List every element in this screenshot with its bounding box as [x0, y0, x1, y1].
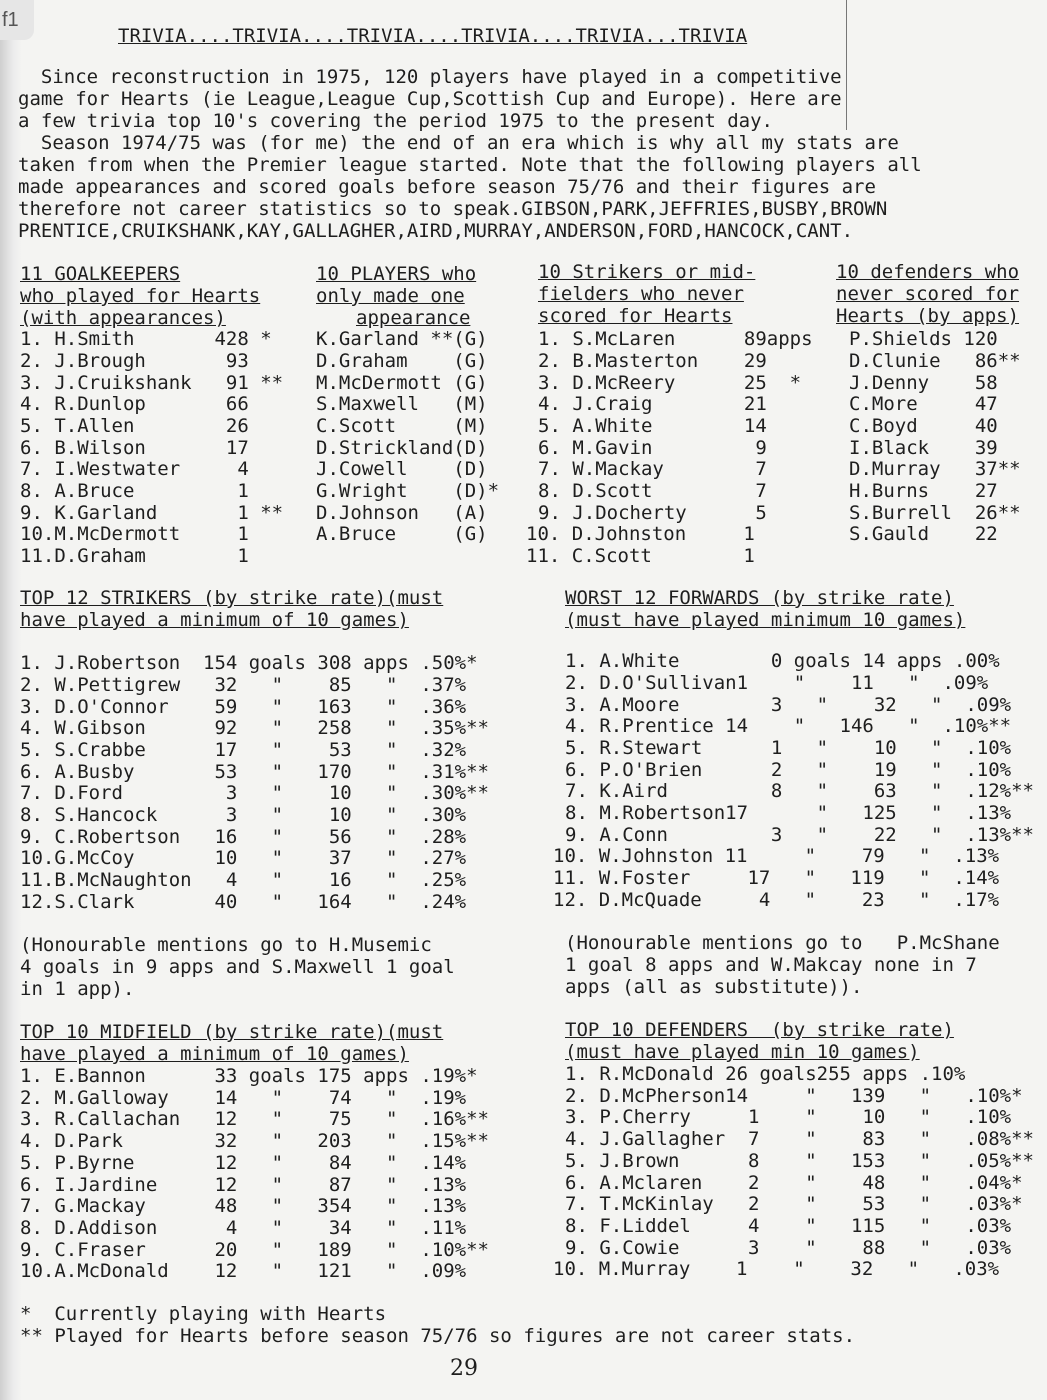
table-row: 8. F.Liddel 4 " 115 " .03%: [565, 1215, 1012, 1237]
list-item: P.Shields 120: [849, 328, 998, 350]
list-item: 8. A.Bruce 1: [20, 480, 249, 502]
table-row: 6. A.Busby 53 " 170 " .31%**: [20, 761, 489, 783]
table-row: 7. K.Aird 8 " 63 " .12%**: [565, 780, 1034, 802]
table-row: 12. D.McQuade 4 " 23 " .17%: [553, 889, 1000, 911]
table-row: 6. I.Jardine 12 " 87 " .13%: [20, 1174, 467, 1196]
table-row: 8. M.Robertson17 " 125 " .13%: [565, 802, 1012, 824]
table-row: 3. D.O'Connor 59 " 163 " .36%: [20, 696, 467, 718]
table-row: 10. W.Johnston 11 " 79 " .13%: [553, 845, 1000, 867]
list-item: C.More 47: [849, 393, 998, 415]
list-item: 1. S.McLaren 89apps: [538, 328, 813, 350]
table-row: 4. R.Prentice 14 " 146 " .10%**: [565, 715, 1012, 737]
table-row: 12.S.Clark 40 " 164 " .24%: [20, 891, 467, 913]
list-item: 8. D.Scott 7: [538, 480, 767, 502]
intro-line: a few trivia top 10's covering the period 1975 to the present day.: [18, 110, 773, 132]
intro-line: Since reconstruction in 1975, 120 players have played in a competitive: [18, 66, 842, 88]
table-row: 7. D.Ford 3 " 10 " .30%**: [20, 782, 489, 804]
intro-line: Season 1974/75 was (for me) the end of an era which is why all my stats are: [18, 132, 899, 154]
table-row: 5. S.Crabbe 17 " 53 " .32%: [20, 739, 467, 761]
list-item: 10. D.Johnston 1: [526, 523, 755, 545]
intro-line: therefore not career statistics so to speak.GIBSON,PARK,JEFFRIES,BUSBY,BROWN: [18, 198, 888, 220]
mention-line: 1 goal 8 apps and W.Makcay none in 7: [565, 954, 977, 976]
list-item: 9. J.Docherty 5: [538, 502, 767, 524]
table-row: 8. D.Addison 4 " 34 " .11%: [20, 1217, 467, 1239]
footnote: * Currently playing with Hearts: [20, 1303, 387, 1325]
top-strikers-heading: TOP 12 STRIKERS (by strike rate)(must: [20, 587, 444, 609]
list-item: 10.M.McDermott 1: [20, 523, 249, 545]
table-row: 2. W.Pettigrew 32 " 85 " .37%: [20, 674, 467, 696]
intro-line: game for Hearts (ie League,League Cup,Scottish Cup and Europe). Here are: [18, 88, 842, 110]
never-scored-heading: scored for Hearts: [538, 305, 733, 327]
table-row: 3. A.Moore 3 " 32 " .09%: [565, 694, 1012, 716]
list-item: 6. M.Gavin 9: [538, 437, 767, 459]
table-row: 2. D.O'Sullivan1 " 11 " .09%: [565, 672, 989, 694]
list-item: C.Scott (M): [316, 415, 488, 437]
list-item: K.Garland **(G): [316, 328, 488, 350]
one-appearance-heading: 10 PLAYERS who: [316, 263, 477, 285]
list-item: 3. J.Cruikshank 91 **: [20, 372, 284, 394]
list-item: 1. H.Smith 428 *: [20, 328, 272, 350]
list-item: 5. A.White 14: [538, 415, 767, 437]
table-row: 1. E.Bannon 33 goals 175 apps .19%*: [20, 1065, 478, 1087]
worst-forwards-heading: WORST 12 FORWARDS (by strike rate): [565, 587, 954, 609]
page-number: 29: [450, 1356, 478, 1381]
one-appearance-heading: only made one: [316, 285, 465, 307]
list-item: J.Denny 58: [849, 372, 998, 394]
list-item: A.Bruce (G): [316, 523, 488, 545]
table-row: 10. M.Murray 1 " 32 " .03%: [553, 1258, 1000, 1280]
list-item: 5. T.Allen 26: [20, 415, 249, 437]
top-midfield-heading: have played a minimum of 10 games): [20, 1043, 409, 1065]
list-item: 7. I.Westwater 4: [20, 458, 249, 480]
top-defenders-heading: TOP 10 DEFENDERS (by strike rate): [565, 1019, 954, 1041]
list-item: 6. B.Wilson 17: [20, 437, 249, 459]
list-item: C.Boyd 40: [849, 415, 998, 437]
list-item: 3. D.McReery 25 *: [538, 372, 802, 394]
list-item: 4. R.Dunlop 66: [20, 393, 249, 415]
mention-line: 4 goals in 9 apps and S.Maxwell 1 goal: [20, 956, 455, 978]
table-row: 7. T.McKinlay 2 " 53 " .03%*: [565, 1193, 1023, 1215]
intro-line: taken from when the Premier league started. Note that the following players all: [18, 154, 922, 176]
table-row: 10.A.McDonald 12 " 121 " .09%: [20, 1260, 467, 1282]
defenders-never-heading: Hearts (by apps): [836, 305, 1020, 327]
table-row: 9. C.Robertson 16 " 56 " .28%: [20, 826, 467, 848]
table-row: 9. C.Fraser 20 " 189 " .10%**: [20, 1239, 489, 1261]
top-strikers-heading: have played a minimum of 10 games): [20, 609, 409, 631]
list-item: D.Strickland(D): [316, 437, 488, 459]
table-row: 1. A.White 0 goals 14 apps .00%: [565, 650, 1000, 672]
table-row: 7. G.Mackay 48 " 354 " .13%: [20, 1195, 467, 1217]
table-row: 1. R.McDonald 26 goals255 apps .10%: [565, 1063, 966, 1085]
table-row: 11.B.McNaughton 4 " 16 " .25%: [20, 869, 467, 891]
goalkeepers-heading: 11 GOALKEEPERS: [20, 263, 181, 285]
goalkeepers-heading: who played for Hearts: [20, 285, 261, 307]
table-row: 2. M.Galloway 14 " 74 " .19%: [20, 1087, 467, 1109]
never-scored-heading: 10 Strikers or mid-: [538, 261, 756, 283]
top-defenders-heading: (must have played min 10 games): [565, 1041, 920, 1063]
table-row: 9. G.Cowie 3 " 88 " .03%: [565, 1237, 1012, 1259]
worst-forwards-heading: (must have played minimum 10 games): [565, 609, 966, 631]
list-item: 7. W.Mackay 7: [538, 458, 767, 480]
table-row: 4. D.Park 32 " 203 " .15%**: [20, 1130, 489, 1152]
list-item: D.Graham (G): [316, 350, 488, 372]
list-item: 11.D.Graham 1: [20, 545, 249, 567]
intro-line: made appearances and scored goals before season 75/76 and their figures are: [18, 176, 876, 198]
list-item: D.Johnson (A): [316, 502, 488, 524]
table-row: 1. J.Robertson 154 goals 308 apps .50%*: [20, 652, 478, 674]
one-appearance-heading: appearance: [356, 307, 471, 329]
list-item: D.Clunie 86**: [849, 350, 1021, 372]
mention-line: (Honourable mentions go to H.Musemic: [20, 934, 432, 956]
list-item: 2. B.Masterton 29: [538, 350, 767, 372]
list-item: M.McDermott (G): [316, 372, 488, 394]
list-item: S.Maxwell (M): [316, 393, 488, 415]
list-item: D.Murray 37**: [849, 458, 1021, 480]
table-row: 5. R.Stewart 1 " 10 " .10%: [565, 737, 1012, 759]
table-row: 9. A.Conn 3 " 22 " .13%**: [565, 824, 1034, 846]
never-scored-heading: fielders who never: [538, 283, 744, 305]
defenders-never-heading: 10 defenders who: [836, 261, 1020, 283]
list-item: S.Gauld 22: [849, 523, 998, 545]
table-row: 4. J.Gallagher 7 " 83 " .08%**: [565, 1128, 1034, 1150]
intro-line: PRENTICE,CRUIKSHANK,KAY,GALLAGHER,AIRD,MURRAY,ANDERSON,FORD,HANCOCK,CANT.: [18, 220, 854, 242]
table-row: 5. J.Brown 8 " 153 " .05%**: [565, 1150, 1034, 1172]
table-row: 6. P.O'Brien 2 " 19 " .10%: [565, 759, 1012, 781]
list-item: 9. K.Garland 1 **: [20, 502, 284, 524]
column-rule: [846, 0, 847, 130]
page-title: TRIVIA....TRIVIA....TRIVIA....TRIVIA....TRIVIA...TRIVIA: [118, 25, 748, 47]
table-row: 10.G.McCoy 10 " 37 " .27%: [20, 847, 467, 869]
table-row: 11. W.Foster 17 " 119 " .14%: [553, 867, 1000, 889]
mention-line: apps (all as substitute)).: [565, 976, 863, 998]
list-item: 2. J.Brough 93: [20, 350, 249, 372]
table-row: 3. P.Cherry 1 " 10 " .10%: [565, 1106, 1012, 1128]
corner-tab: f1: [0, 0, 34, 40]
table-row: 6. A.Mclaren 2 " 48 " .04%*: [565, 1172, 1023, 1194]
table-row: 4. W.Gibson 92 " 258 " .35%**: [20, 717, 489, 739]
list-item: H.Burns 27: [849, 480, 998, 502]
mention-line: (Honourable mentions go to P.McShane: [565, 932, 1000, 954]
goalkeepers-heading: (with appearances): [20, 307, 226, 329]
defenders-never-heading: never scored for: [836, 283, 1020, 305]
table-row: 8. S.Hancock 3 " 10 " .30%: [20, 804, 467, 826]
list-item: G.Wright (D)*: [316, 480, 500, 502]
table-row: 3. R.Callachan 12 " 75 " .16%**: [20, 1108, 489, 1130]
list-item: 4. J.Craig 21: [538, 393, 767, 415]
list-item: J.Cowell (D): [316, 458, 488, 480]
list-item: 11. C.Scott 1: [526, 545, 755, 567]
table-row: 5. P.Byrne 12 " 84 " .14%: [20, 1152, 467, 1174]
table-row: 2. D.McPherson14 " 139 " .10%*: [565, 1085, 1023, 1107]
mention-line: in 1 app).: [20, 978, 135, 1000]
footnote: ** Played for Hearts before season 75/76 so figures are not career stats.: [20, 1325, 856, 1347]
list-item: I.Black 39: [849, 437, 998, 459]
list-item: S.Burrell 26**: [849, 502, 1021, 524]
top-midfield-heading: TOP 10 MIDFIELD (by strike rate)(must: [20, 1021, 444, 1043]
